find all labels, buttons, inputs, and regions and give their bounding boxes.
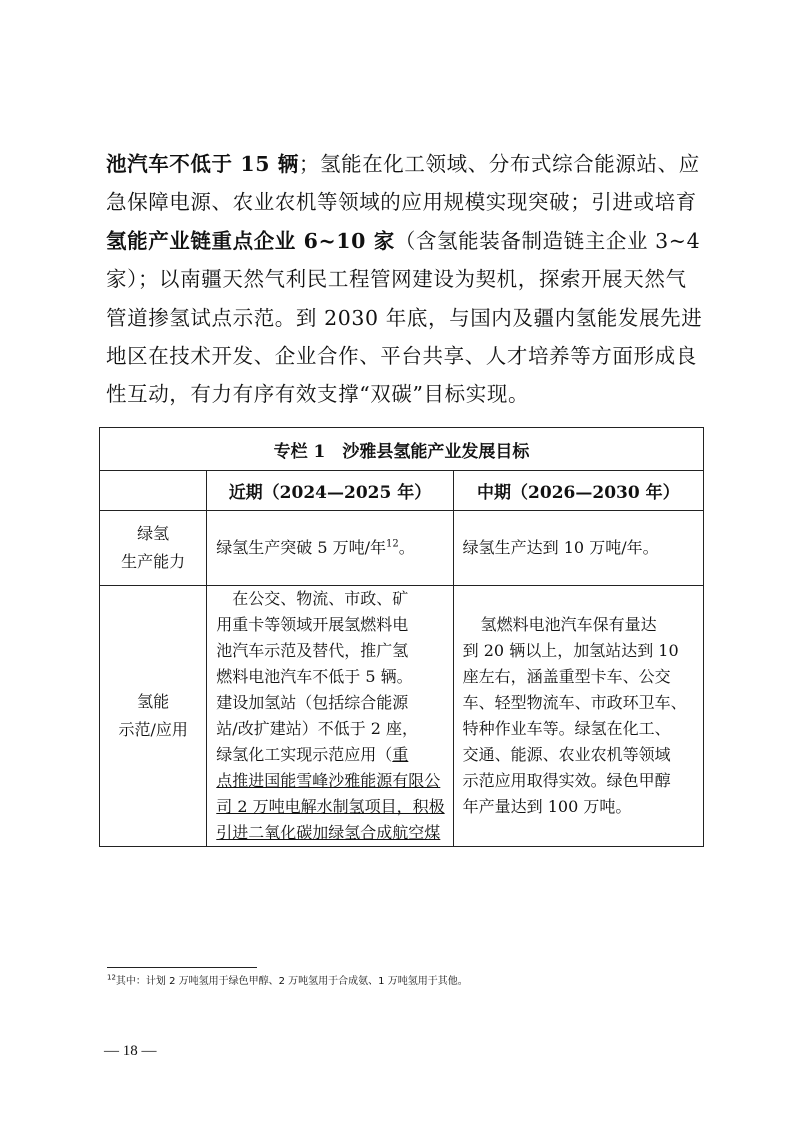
body-paragraph — [106, 145, 703, 414]
cell-line: 建设加氢站（包括综合能源 — [216, 693, 409, 712]
footnote-mark: 12 — [107, 973, 116, 982]
para-line-5: 管道掺氢试点示范。到 2030 年底，与国内及疆内氢能发展先进 — [106, 305, 703, 330]
page-number: — 18 — — [104, 1043, 157, 1059]
para-line-6: 地区在技术开发、企业合作、平台共享、人才培养等方面形成良 — [106, 344, 697, 369]
cell-mid-demo — [453, 586, 703, 847]
cell-mid-production: 绿氢生产达到 10 万吨/年。 — [453, 511, 703, 586]
row-label-green-hydrogen — [100, 511, 207, 586]
cell-line: 特种作业车等。绿氢在化工、 — [462, 719, 671, 738]
cell-line: 池汽车示范及替代，推广氢 — [216, 641, 409, 660]
goals-table — [99, 427, 704, 847]
cell-line: 到 20 辆以上，加氢站达到 10 — [462, 641, 679, 660]
header-near-term: 近期（2024—2025 年） — [207, 471, 453, 511]
table-title: 专栏 1 沙雅县氢能产业发展目标 — [100, 428, 704, 471]
cell-line: 氢燃料电池汽车保有量达 — [480, 615, 657, 634]
para-text-1: ；氢能在化工领域、分布式综合能源站、应 — [298, 152, 700, 176]
underlined-line: 引进二氧化碳加绿氢合成航空煤 — [216, 823, 441, 842]
cell-line-mixed — [216, 742, 444, 768]
cell-line: 座左右，涵盖重型卡车、公交 — [462, 667, 671, 686]
cell-line: 车、轻型物流车、市政环卫车、 — [462, 693, 687, 712]
para-line-4: 家）；以南疆天然气利民工程管网建设为契机，探索开展天然气 — [106, 267, 687, 292]
cell-line: 交通、能源、农业农机等领域 — [462, 745, 671, 764]
underlined-text: 重 — [392, 745, 409, 764]
cell-line: 年产量达到 100 万吨。 — [462, 797, 632, 816]
cell-text: 绿氢化工实现示范应用（ — [216, 745, 393, 764]
footnote-divider — [107, 967, 257, 968]
para-line-1 — [106, 145, 700, 183]
underlined-line: 点推进国能雪峰沙雅能源有限公 — [216, 771, 441, 790]
cell-line: 站/改扩建站）不低于 2 座， — [216, 719, 419, 738]
footnote-ref: 12 — [386, 538, 399, 550]
row-label-line: 绿氢 — [137, 524, 170, 543]
cell-near-production — [207, 511, 453, 586]
footnote-text: 其中：计划 2 万吨氢用于绿色甲醇、2 万吨氢用于合成氨、1 万吨氢用于其他。 — [115, 976, 468, 987]
para-bold-1: 池汽车不低于 15 辆 — [106, 152, 299, 176]
cell-text: 绿氢生产突破 5 万吨/年 — [216, 538, 387, 557]
row-label-line: 生产能力 — [121, 552, 186, 571]
header-mid-term: 中期（2026—2030 年） — [453, 471, 703, 511]
para-line-3 — [106, 222, 701, 260]
para-bold-3: 氢能产业链重点企业 6~10 家 — [106, 228, 395, 253]
footnote — [107, 975, 468, 989]
underlined-line: 司 2 万吨电解水制氢项目，积极 — [216, 797, 445, 816]
header-empty-cell — [100, 471, 207, 511]
cell-line: 用重卡等领域开展氢燃料电 — [216, 615, 409, 634]
para-line-7: 性互动，有力有序有效支撑“双碳”目标实现。 — [106, 382, 530, 407]
para-text-3: （含氢能装备制造链主企业 3~4 — [394, 228, 701, 253]
cell-text: 。 — [398, 538, 415, 557]
cell-line: 在公交、物流、市政、矿 — [216, 589, 409, 608]
cell-line: 示范应用取得实效。绿色甲醇 — [462, 771, 671, 790]
row-label-line: 示范/应用 — [118, 720, 188, 739]
cell-near-demo — [207, 586, 453, 847]
para-line-2: 急保障电源、农业农机等领域的应用规模实现突破；引进或培育 — [106, 190, 697, 215]
row-label-line: 氢能 — [137, 692, 170, 711]
cell-line: 燃料电池汽车不低于 5 辆。 — [216, 667, 413, 686]
row-label-hydrogen-demo — [100, 586, 207, 847]
